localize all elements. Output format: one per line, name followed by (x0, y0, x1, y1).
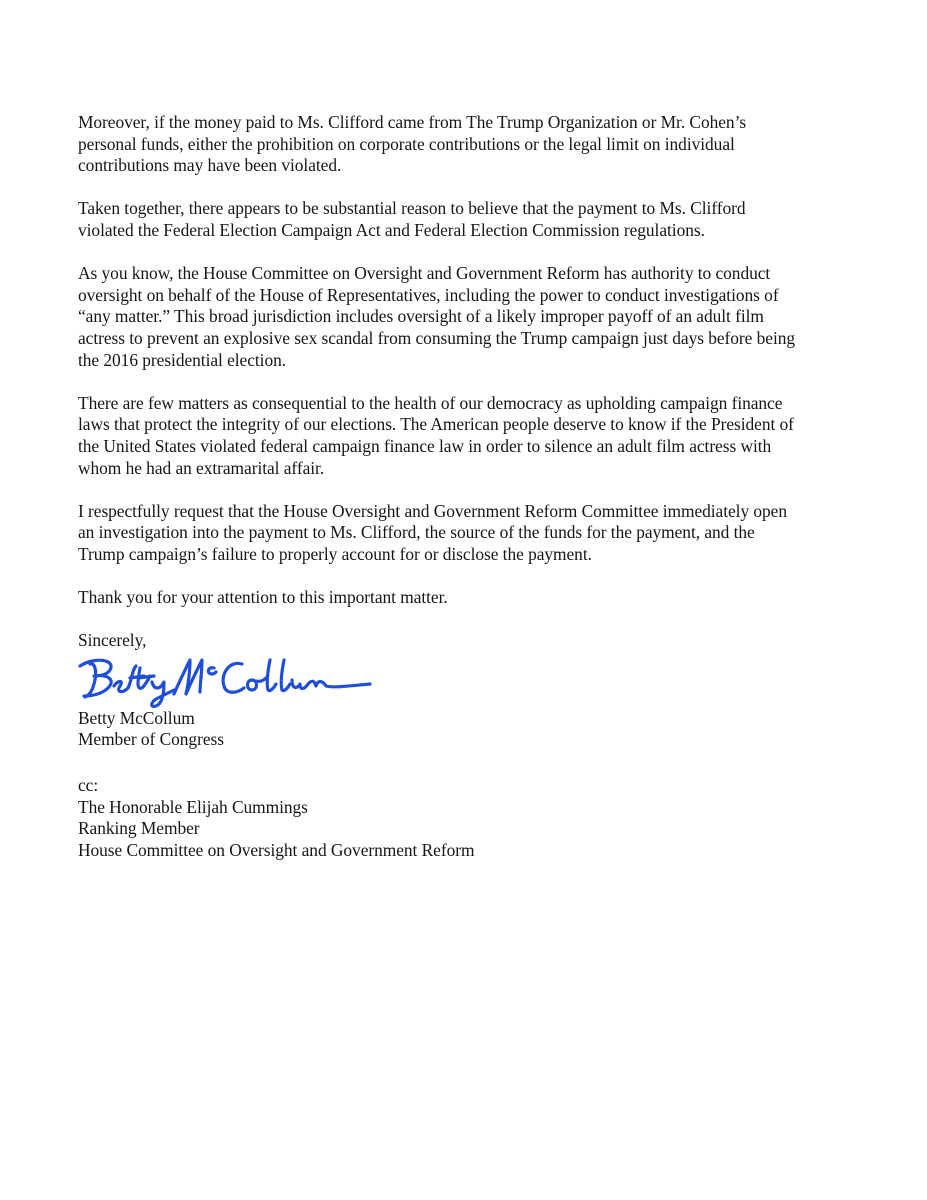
paragraph-line: an investigation into the payment to Ms. Clifford, the source of the funds for the payment, and the (78, 522, 755, 543)
paragraph-taken-together (78, 198, 868, 241)
cc-label: cc: (78, 775, 99, 796)
signature-drawing (74, 650, 374, 708)
paragraph-line: violated the Federal Election Campaign Act and Federal Election Commission regulations. (78, 219, 705, 240)
cc-recipient-committee: House Committee on Oversight and Government Reform (78, 839, 475, 860)
paragraph-line: laws that protect the integrity of our elections. The American people deserve to know if the President of (78, 414, 794, 435)
signer-title: Member of Congress (78, 729, 224, 750)
cc-recipient-title: Ranking Member (78, 818, 200, 839)
paragraph-line: oversight on behalf of the House of Representatives, including the power to conduct investigations of (78, 284, 779, 305)
paragraph-line: the United States violated federal campaign finance law in order to silence an adult film actress with (78, 435, 772, 456)
paragraph-line: Moreover, if the money paid to Ms. Clifford came from The Trump Organization or Mr. Cohen’s (78, 112, 747, 132)
paragraph-line: actress to prevent an explosive sex scandal from consuming the Trump campaign just days before being (78, 327, 796, 348)
paragraph-line: I respectfully request that the House Oversight and Government Reform Committee immediately open (78, 500, 787, 521)
paragraph-committee-authority (78, 263, 868, 371)
closing-block (78, 630, 868, 751)
paragraph-line: As you know, the House Committee on Oversight and Government Reform has authority to conduct (78, 263, 771, 284)
paragraph-request (78, 501, 868, 566)
cc-block (78, 775, 868, 861)
paragraph-funding-source (78, 112, 868, 177)
closing-salutation: Sincerely, (78, 630, 147, 651)
paragraph-thanks (78, 587, 868, 609)
paragraph-line: whom he had an extramarital affair. (78, 457, 325, 478)
paragraph-democracy (78, 393, 868, 479)
signature-image (74, 650, 374, 708)
paragraph-line: Taken together, there appears to be substantial reason to believe that the payment to Ms. Clifford (78, 198, 746, 219)
paragraph-line: “any matter.” This broad jurisdiction includes oversight of a likely improper payoff of an adult film (78, 306, 764, 327)
paragraph-line: Trump campaign’s failure to properly account for or disclose the payment. (78, 543, 592, 564)
paragraph-line: the 2016 presidential election. (78, 349, 287, 370)
letter-body (78, 112, 868, 861)
paragraph-line: There are few matters as consequential to the health of our democracy as upholding campaign finance (78, 392, 783, 413)
signer-name: Betty McCollum (78, 707, 195, 728)
paragraph-line: contributions may have been violated. (78, 155, 342, 176)
cc-recipient-name: The Honorable Elijah Cummings (78, 796, 308, 817)
paragraph-line: Thank you for your attention to this important matter. (78, 587, 448, 608)
paragraph-line: personal funds, either the prohibition on corporate contributions or the legal limit on individual (78, 133, 735, 154)
